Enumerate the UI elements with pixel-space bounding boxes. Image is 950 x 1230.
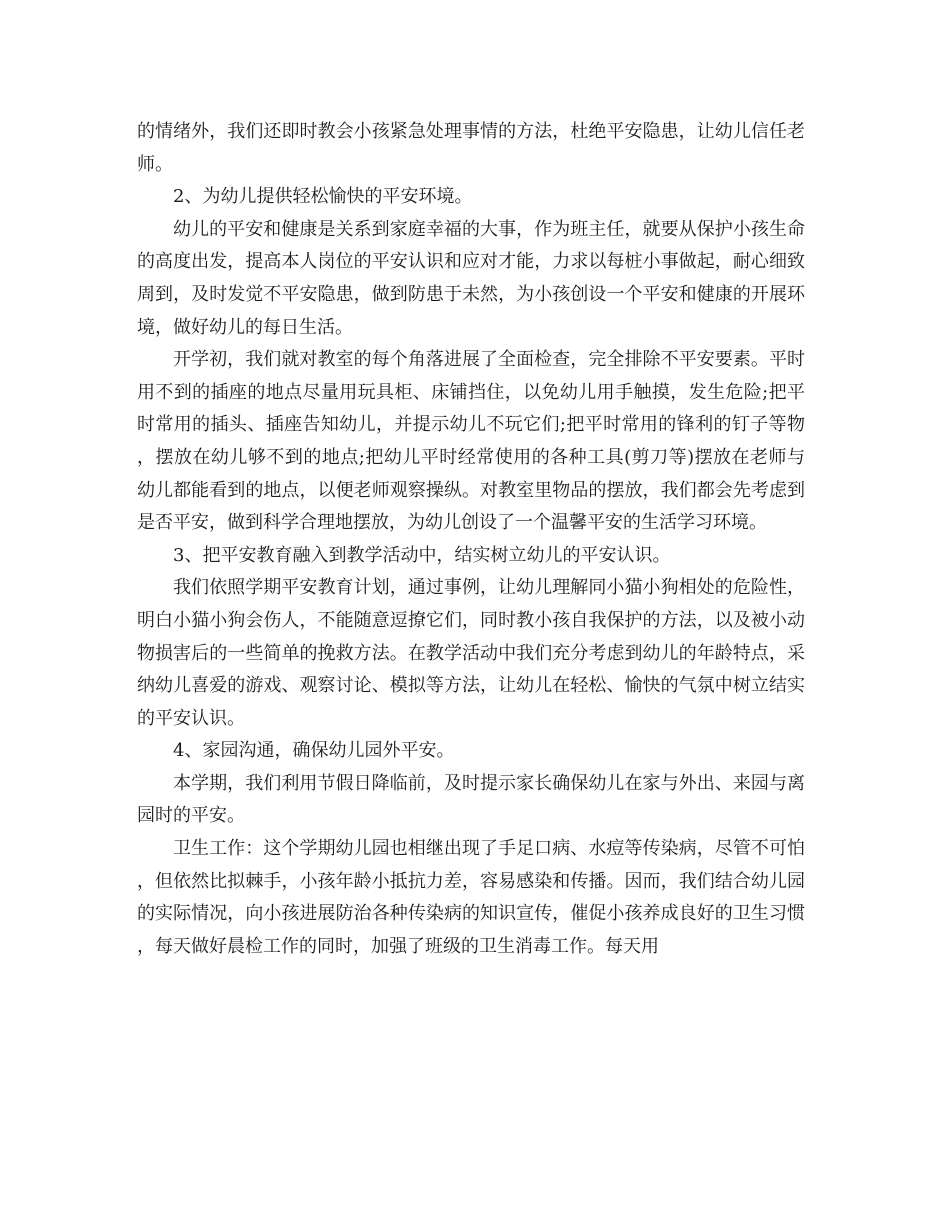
paragraph-5-heading: 3、把平安教育融入到教学活动中，结实树立幼儿的平安认识。: [173, 544, 671, 566]
paragraph-3: 幼儿的平安和健康是关系到家庭幸福的大事，作为班主任，就要从保护小孩生命的高度出发，提高本人岗位的平安认识和应对才能，力求以每桩小事做起，耐心细致周到，及时发觉不平安隐患，做到防患于未然，为小孩创设一个平安和健康的开展环境，做好幼儿的每日生活。: [137, 218, 805, 338]
paragraph-1: 的情绪外，我们还即时教会小孩紧急处理事情的方法，杜绝平安隐患，让幼儿信任老师。: [137, 121, 805, 175]
paragraph-6: 我们依照学期平安教育计划，通过事例，让幼儿理解同小猫小狗相处的危险性，明白小猫小狗会伤人，不能随意逗撩它们，同时教小孩自我保护的方法，以及被小动物损害后的一些简单的挽救方法。在教学活动中我们充分考虑到幼儿的年龄特点，采纳幼儿喜爱的游戏、观察讨论、模拟等方法，让幼儿在轻松、愉快的气氛中树立结实的平安认识。: [137, 577, 805, 729]
paragraph-2-heading: 2、为幼儿提供轻松愉快的平安环境。: [173, 186, 473, 208]
paragraph-7-heading: 4、家园沟通，确保幼儿园外平安。: [173, 740, 455, 762]
paragraph-4: 开学初，我们就对教室的每个角落进展了全面检查，完全排除不平安要素。平时用不到的插座的地点尽量用玩具柜、床铺挡住，以免幼儿用手触摸，发生危险;把平时常用的插头、插座告知幼儿，并提示幼儿不玩它们;把平时常用的锋利的钉子等物，摆放在幼儿够不到的地点;把幼儿平时经常使用的各种工具(剪刀等)摆放在老师与幼儿都能看到的地点，以便老师观察操纵。对教室里物品的摆放，我们都会先考虑到是否平安，做到科学合理地摆放，为幼儿创设了一个温馨平安的生活学习环境。: [137, 349, 805, 534]
paragraph-8: 本学期，我们利用节假日降临前，及时提示家长确保幼儿在家与外出、来园与离园时的平安。: [137, 772, 805, 827]
paragraph-9: 卫生工作：这个学期幼儿园也相继出现了手足口病、水痘等传染病，尽管不可怕，但依然比拟棘手，小孩年龄小抵抗力差，容易感染和传播。因而，我们结合幼儿园的实际情况，向小孩进展防治各种传染病的知识宣传，催促小孩养成良好的卫生习惯，每天做好晨检工作的同时，加强了班级的卫生消毒工作。每天用: [137, 838, 805, 957]
document-body: [137, 116, 805, 963]
